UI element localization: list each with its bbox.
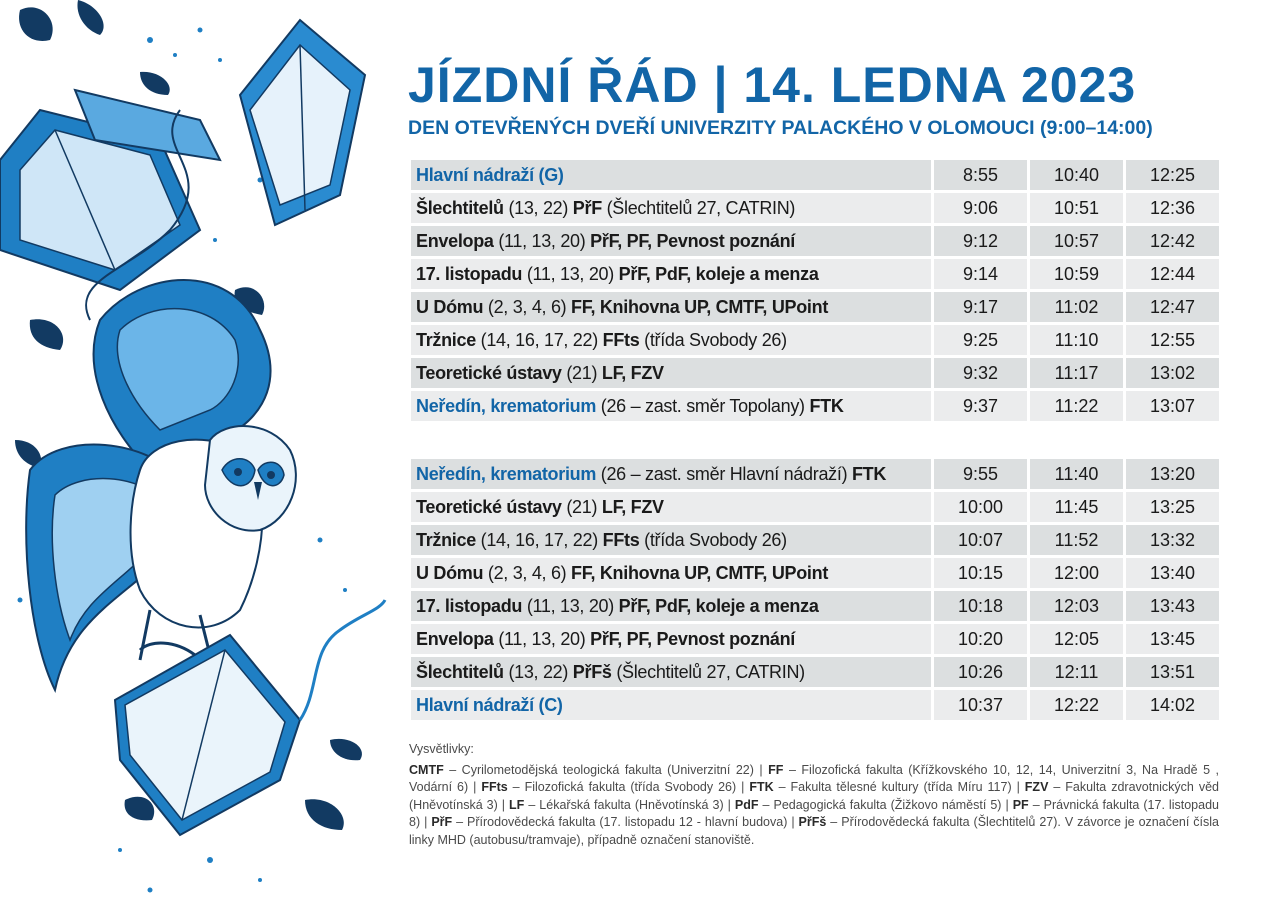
departure-time: 13:07 [1126,391,1219,421]
stop-cell [411,657,931,687]
legend-item: PF – Právnická fakulta (17. listopadu 8) [409,797,1219,829]
stop-cell [411,391,931,421]
line-numbers: (21) [566,362,598,383]
stop-name: 17. listopadu [416,595,523,616]
departure-time: 9:17 [934,292,1027,322]
timetable-outbound [408,157,1222,424]
stop-name: Šlechtitelů [416,197,504,218]
departure-time: 9:37 [934,391,1027,421]
departure-time: 12:44 [1126,259,1219,289]
faculties: PřF, PdF, koleje a menza [618,263,819,284]
departure-time: 14:02 [1126,690,1219,720]
departure-time: 12:05 [1030,624,1123,654]
stop-name: Teoretické ústavy [416,362,562,383]
departure-time: 9:55 [934,459,1027,489]
departure-time: 9:12 [934,226,1027,256]
departure-time: 13:45 [1126,624,1219,654]
stop-cell [411,292,931,322]
departure-time: 8:55 [934,160,1027,190]
faculties: FTK [851,463,887,484]
legend-text: Právnická fakulta (17. listopadu 8) [409,797,1219,829]
legend-text: Přírodovědecká fakulta (Šlechtitelů 27). [841,815,1061,829]
legend-abbr: LF [509,797,525,812]
line-numbers: (13, 22) [508,197,569,218]
table-row [411,657,1219,687]
departure-time: 9:14 [934,259,1027,289]
legend-abbr: PF [1012,797,1029,812]
owl-books-illustration [0,0,400,905]
table-row [411,690,1219,720]
departure-time: 13:25 [1126,492,1219,522]
departure-time: 12:00 [1030,558,1123,588]
faculties: PřF, PdF, koleje a menza [618,595,819,616]
stop-note: (třída Svobody 26) [644,329,787,350]
table-row [411,160,1219,190]
line-numbers: (2, 3, 4, 6) [487,296,567,317]
departure-time: 10:51 [1030,193,1123,223]
line-numbers: (11, 13, 20) [526,263,614,284]
stop-cell [411,690,931,720]
stop-name: U Dómu [416,296,484,317]
faculties: PřFš [572,661,612,682]
stop-cell [411,160,931,190]
line-numbers: (14, 16, 17, 22) [480,529,598,550]
faculties: FFts [602,329,640,350]
departure-time: 13:02 [1126,358,1219,388]
departure-time: 10:37 [934,690,1027,720]
departure-time: 11:52 [1030,525,1123,555]
departure-time: 11:02 [1030,292,1123,322]
stop-name: Tržnice [416,329,476,350]
stop-note: (Šlechtitelů 27, CATRIN) [606,197,796,218]
departure-time: 9:25 [934,325,1027,355]
stop-cell [411,459,931,489]
stop-name: Tržnice [416,529,476,550]
departure-time: 13:20 [1126,459,1219,489]
legend-text: Pedagogická fakulta (Žižkovo náměstí 5) [773,797,1002,812]
page-title: JÍZDNÍ ŘÁD | 14. LEDNA 2023 [408,57,1137,113]
departure-time: 11:45 [1030,492,1123,522]
stop-name: Envelopa [416,628,494,649]
stop-cell [411,259,931,289]
departure-time: 10:26 [934,657,1027,687]
departure-time: 13:43 [1126,591,1219,621]
legend-item: FZV – Fakulta zdravotnických věd (Hněvotínská 3) [409,780,1219,812]
departure-time: 9:32 [934,358,1027,388]
stop-cell [411,193,931,223]
legend-abbr: PdF [734,797,759,812]
line-numbers: (14, 16, 17, 22) [480,329,598,350]
departure-time: 10:40 [1030,160,1123,190]
faculties: FF, Knihovna UP, CMTF, UPoint [571,562,829,583]
departure-time: 12:36 [1126,193,1219,223]
departure-time: 12:22 [1030,690,1123,720]
faculties: FFts [602,529,640,550]
legend-item: PřFš – Přírodovědecká fakulta (Šlechtitelů 27). [798,815,1061,829]
stop-cell [411,558,931,588]
faculties: FTK [809,395,844,416]
departure-time: 12:03 [1030,591,1123,621]
legend-text: Přírodovědecká fakulta (17. listopadu 12 - hlavní budova) [467,815,788,829]
table-row [411,624,1219,654]
legend [409,741,1219,849]
legend-text: Fakulta tělesné kultury (třída Míru 117) [790,780,1012,794]
table-row [411,193,1219,223]
stop-cell [411,492,931,522]
faculties: PřF, PF, Pevnost poznání [590,628,795,649]
departure-time: 10:59 [1030,259,1123,289]
table-row [411,391,1219,421]
timetable-inbound [408,456,1222,723]
stop-cell [411,358,931,388]
line-numbers: (11, 13, 20) [526,595,614,616]
departure-time: 12:47 [1126,292,1219,322]
departure-time: 13:51 [1126,657,1219,687]
stop-cell [411,325,931,355]
legend-text: Lékařská fakulta (Hněvotínská 3) [539,797,724,812]
stop-name: Hlavní nádraží (C) [416,694,563,715]
departure-time: 13:40 [1126,558,1219,588]
legend-body: CMTF – Cyrilometodějská teologická fakulta (Univerzitní 22) | FF – Filozofická fakulta (Křížkovského 10, 12, 14, Univerzitní 3, Na Hradě 5 , Vodární 6) | FFts – Filozofická fakulta (třída Svobody 26) | FTK – Fakulta tělesné kultury (třída Míru 117) | FZV – Fakulta zdravotnických věd (Hněvotínská 3) | LF – Lékařská fakulta (Hněvotínská 3) | PdF – Pedagogická fakulta (Žižkovo náměstí 5) | PF – Právnická fakulta (17. listopadu 8) | PřF – Přírodovědecká fakulta (17. listopadu 12 - hlavní budova) | PřFš – Přírodovědecká fakulta (Šlechtitelů 27). V závorce je označení čísla linky MHD (autobusu/tramvaje), případně označení stanoviště. [409,762,1219,847]
line-numbers: (11, 13, 20) [498,230,586,251]
stop-name: U Dómu [416,562,484,583]
stop-name: Envelopa [416,230,494,251]
stop-cell [411,591,931,621]
legend-abbr: PřF [431,815,453,829]
legend-text: Filozofická fakulta (Křížkovského 10, 12, 14, Univerzitní 3, Na Hradě 5 , Vodární 6) [409,762,1219,794]
legend-abbr: FTK [749,780,774,794]
legend-item: FFts – Filozofická fakulta (třída Svobody 26) [481,780,737,794]
line-numbers: (26 – zast. směr Topolany) [600,395,805,416]
stop-name: Hlavní nádraží (G) [416,164,564,185]
line-numbers: (2, 3, 4, 6) [487,562,567,583]
faculties: LF, FZV [601,362,664,383]
departure-time: 10:20 [934,624,1027,654]
legend-text: Filozofická fakulta (třída Svobody 26) [524,780,737,794]
table-row [411,325,1219,355]
faculties: PřF, PF, Pevnost poznání [590,230,795,251]
legend-heading: Vysvětlivky: [409,742,474,756]
line-numbers: (21) [566,496,598,517]
departure-time: 11:22 [1030,391,1123,421]
departure-time: 9:06 [934,193,1027,223]
line-numbers: (13, 22) [508,661,569,682]
table-row [411,459,1219,489]
departure-time: 10:07 [934,525,1027,555]
stop-cell [411,525,931,555]
table-row [411,259,1219,289]
faculties: FF, Knihovna UP, CMTF, UPoint [571,296,829,317]
legend-text: Cyrilometodějská teologická fakulta (Univerzitní 22) [461,762,754,777]
stop-cell [411,226,931,256]
departure-time: 12:25 [1126,160,1219,190]
legend-item: FTK – Fakulta tělesné kultury (třída Míru 117) [749,780,1012,794]
table-row [411,558,1219,588]
legend-abbr: CMTF [409,762,444,777]
legend-item: LF – Lékařská fakulta (Hněvotínská 3) [509,797,724,812]
stop-note: (Šlechtitelů 27, CATRIN) [616,661,805,682]
departure-time: 11:17 [1030,358,1123,388]
stop-note: (třída Svobody 26) [644,529,787,550]
owl [26,280,296,690]
flying-book-left [0,90,220,290]
flying-book-top [240,20,365,225]
table-row [411,492,1219,522]
departure-time: 13:32 [1126,525,1219,555]
faculties: PřF [572,197,602,218]
header [408,58,1228,140]
faculties: LF, FZV [601,496,664,517]
stop-name: Neředín, krematorium [416,395,597,416]
line-numbers: (26 – zast. směr Hlavní nádraží) [600,463,848,484]
line-numbers: (11, 13, 20) [498,628,586,649]
legend-item: CMTF – Cyrilometodějská teologická fakulta (Univerzitní 22) [409,762,754,777]
departure-time: 12:42 [1126,226,1219,256]
stop-name: Neředín, krematorium [416,463,597,484]
legend-item: PdF – Pedagogická fakulta (Žižkovo náměstí 5) [734,797,1002,812]
stop-name: Šlechtitelů [416,661,504,682]
departure-time: 10:18 [934,591,1027,621]
departure-time: 11:10 [1030,325,1123,355]
table-row [411,358,1219,388]
departure-time: 12:55 [1126,325,1219,355]
departure-time: 12:11 [1030,657,1123,687]
page-subtitle: DEN OTEVŘENÝCH DVEŘÍ UNIVERZITY PALACKÉHO V OLOMOUCI (9:00–14:00) [408,117,1153,139]
legend-abbr: PřFš [798,815,827,829]
legend-item: PřF – Přírodovědecká fakulta (17. listopadu 12 - hlavní budova) [431,815,788,829]
stop-name: Teoretické ústavy [416,496,562,517]
departure-time: 10:57 [1030,226,1123,256]
legend-abbr: FZV [1024,780,1049,794]
stop-name: 17. listopadu [416,263,523,284]
legend-abbr: FF [768,762,784,777]
departure-time: 10:15 [934,558,1027,588]
table-row [411,591,1219,621]
stop-cell [411,624,931,654]
departure-time: 10:00 [934,492,1027,522]
legend-item: FF – Filozofická fakulta (Křížkovského 10, 12, 14, Univerzitní 3, Na Hradě 5 , Vodární 6) [409,762,1219,794]
table-row [411,525,1219,555]
departure-time: 11:40 [1030,459,1123,489]
table-row [411,292,1219,322]
ribbon-bottom [300,600,385,720]
legend-footnote: V závorce je označení čísla linky MHD (autobusu/tramvaje), případně označení stanoviště. [409,815,1219,847]
legend-abbr: FFts [481,780,508,794]
legend-text: Fakulta zdravotnických věd (Hněvotínská 3) [409,780,1219,812]
table-row [411,226,1219,256]
